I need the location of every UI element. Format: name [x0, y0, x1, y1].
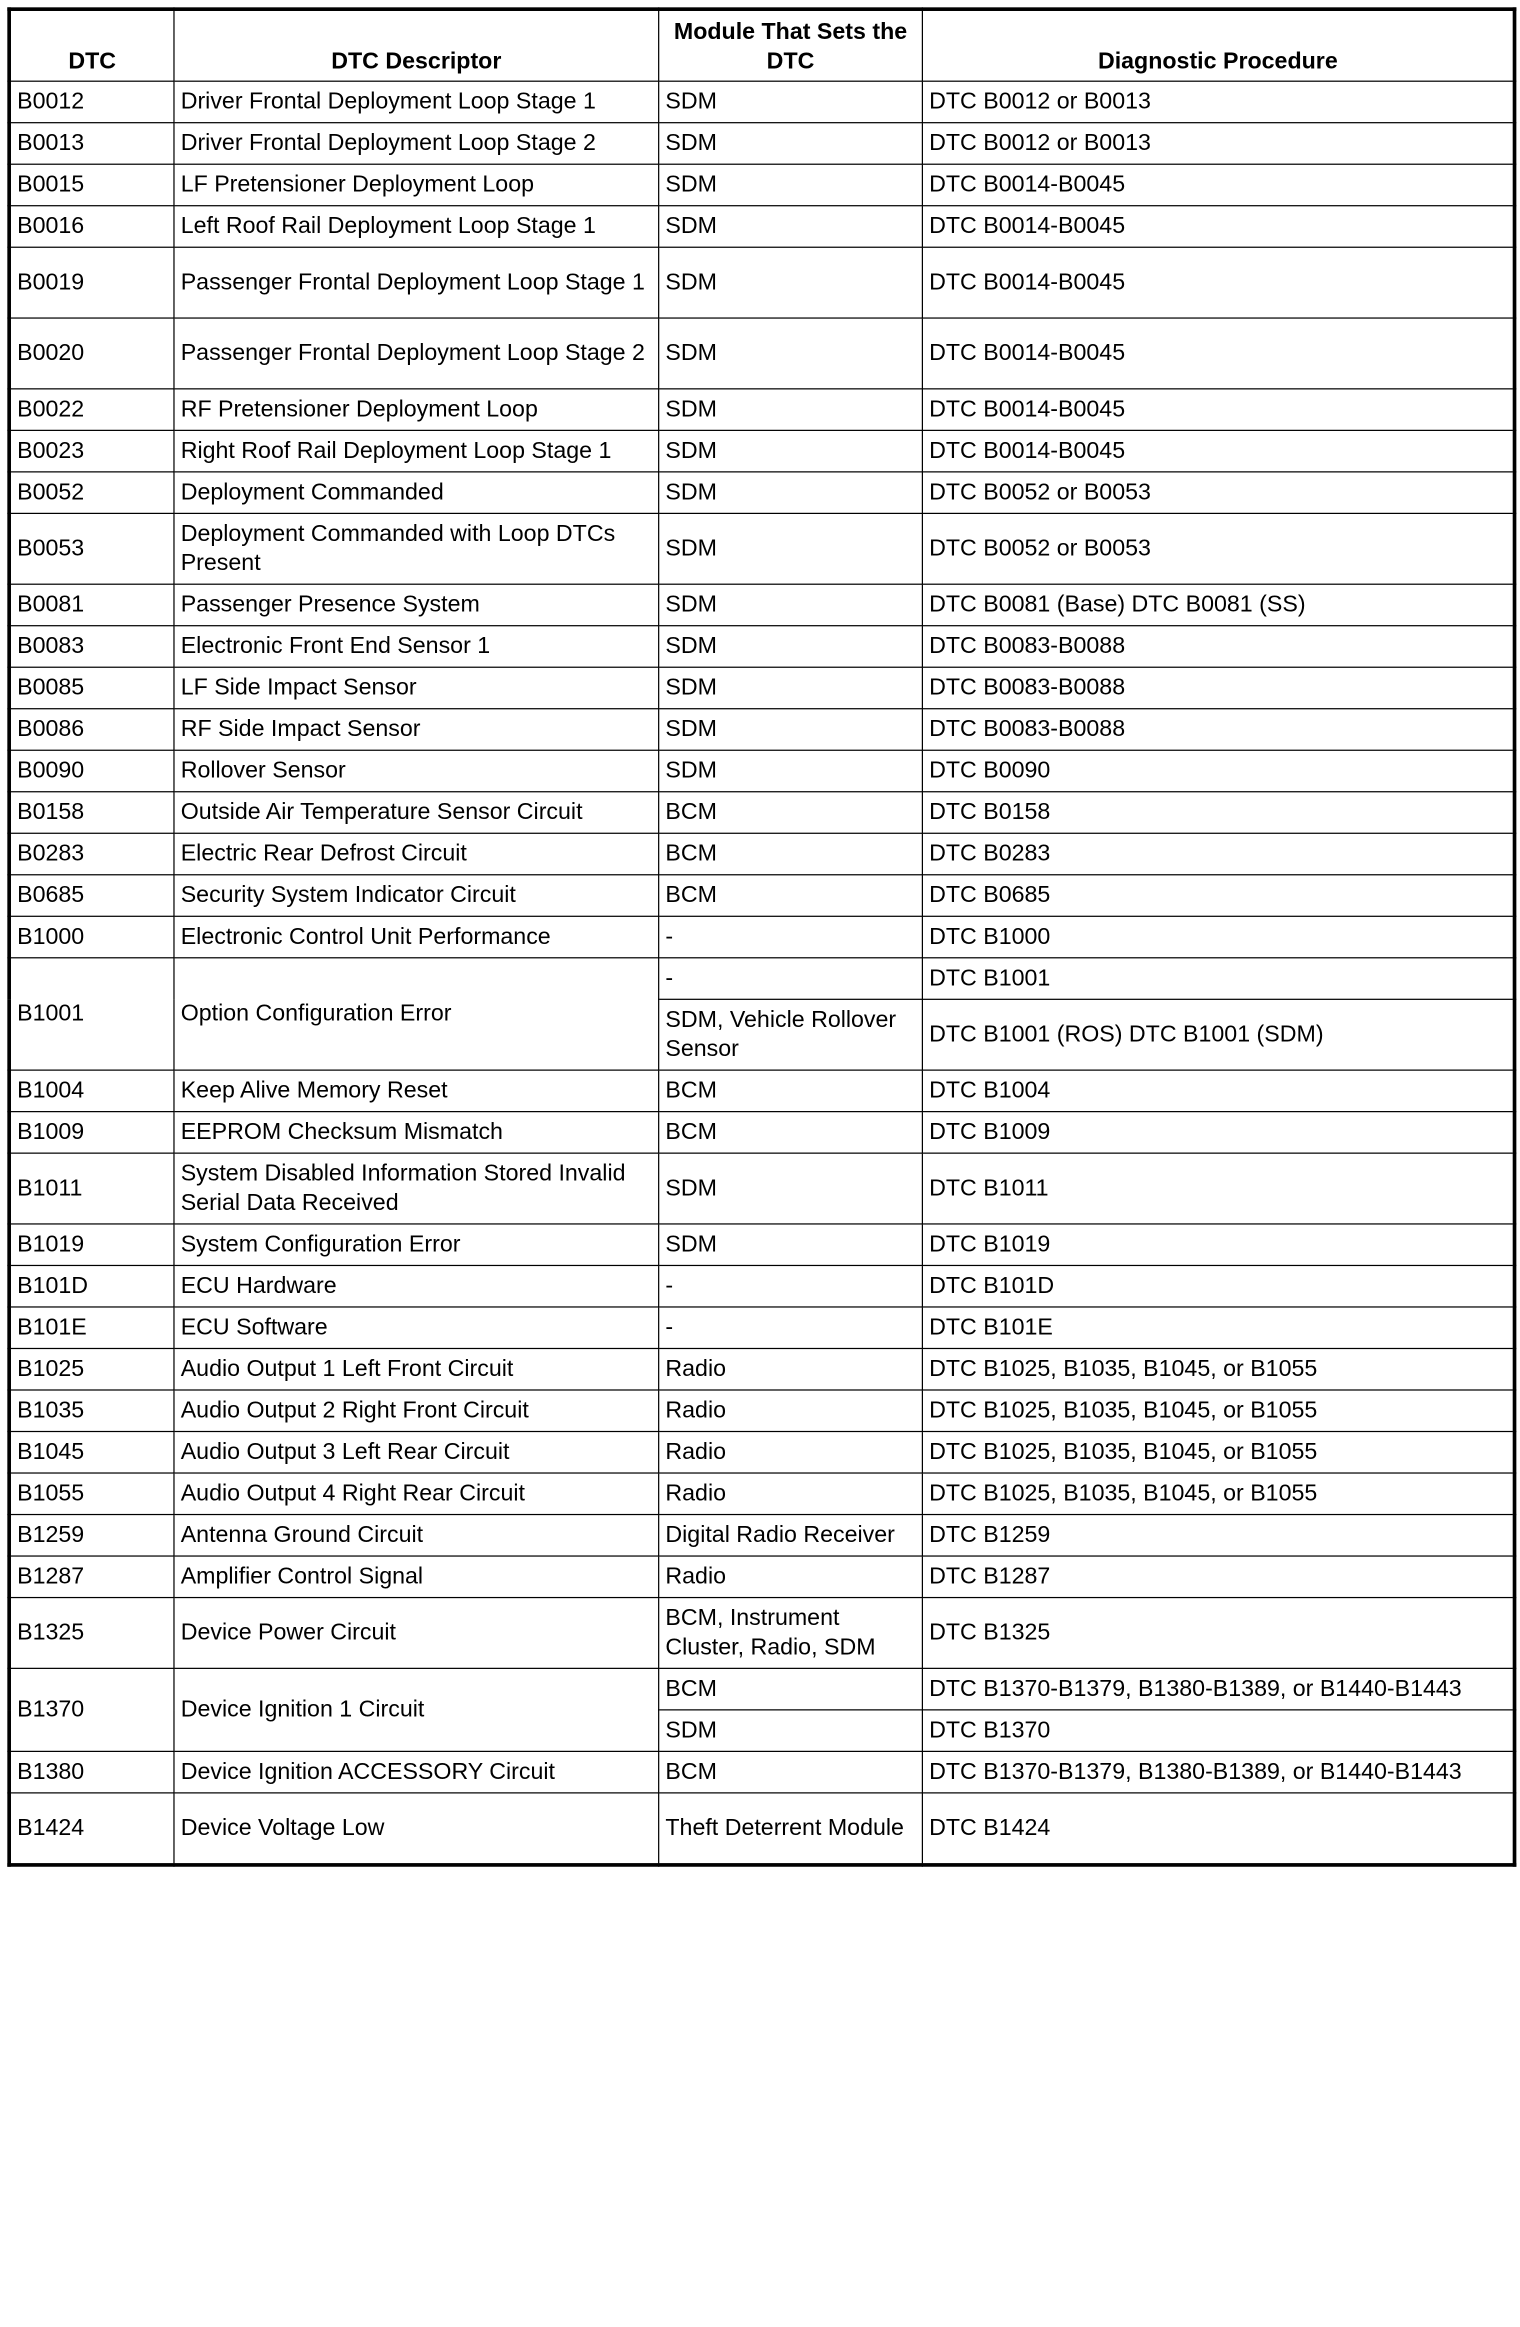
module-cell: SDM: [659, 1710, 923, 1752]
table-row: [9, 164, 1514, 206]
dtc-code-cell: B0022: [9, 389, 174, 431]
table-row: [9, 81, 1514, 123]
table-row: [9, 1432, 1514, 1474]
dtc-descriptor-cell: Audio Output 3 Left Rear Circuit: [174, 1432, 659, 1474]
dtc-code-cell: B1287: [9, 1556, 174, 1598]
dtc-descriptor-cell: LF Side Impact Sensor: [174, 667, 659, 709]
procedure-cell: DTC B1004: [922, 1070, 1514, 1112]
dtc-code-cell: B1325: [9, 1598, 174, 1669]
table-row: [9, 958, 1514, 1000]
dtc-descriptor-cell: Rollover Sensor: [174, 750, 659, 792]
table-row: [9, 792, 1514, 834]
dtc-code-cell: B0090: [9, 750, 174, 792]
table-row: [9, 1473, 1514, 1515]
module-cell: BCM: [659, 833, 923, 875]
module-cell: BCM, Instrument Cluster, Radio, SDM: [659, 1598, 923, 1669]
procedure-cell: DTC B1025, B1035, B1045, or B1055: [922, 1348, 1514, 1390]
dtc-descriptor-cell: Amplifier Control Signal: [174, 1556, 659, 1598]
procedure-cell: DTC B1019: [922, 1224, 1514, 1266]
procedure-cell: DTC B0014-B0045: [922, 318, 1514, 389]
table-row: [9, 123, 1514, 165]
dtc-code-cell: B0016: [9, 206, 174, 248]
dtc-code-cell: B101D: [9, 1265, 174, 1307]
module-cell: Radio: [659, 1473, 923, 1515]
table-row: [9, 1307, 1514, 1349]
module-cell: Radio: [659, 1556, 923, 1598]
table-row: [9, 750, 1514, 792]
procedure-cell: DTC B1001 (ROS) DTC B1001 (SDM): [922, 999, 1514, 1070]
dtc-descriptor-cell: ECU Software: [174, 1307, 659, 1349]
procedure-cell: DTC B101E: [922, 1307, 1514, 1349]
dtc-descriptor-cell: System Configuration Error: [174, 1224, 659, 1266]
procedure-cell: DTC B0012 or B0013: [922, 81, 1514, 123]
table-row: [9, 1265, 1514, 1307]
dtc-code-cell: B1011: [9, 1153, 174, 1224]
table-row: [9, 626, 1514, 668]
dtc-code-cell: B1045: [9, 1432, 174, 1474]
dtc-code-cell: B1035: [9, 1390, 174, 1432]
procedure-cell: DTC B1025, B1035, B1045, or B1055: [922, 1432, 1514, 1474]
dtc-descriptor-cell: Deployment Commanded with Loop DTCs Present: [174, 513, 659, 584]
table-row: [9, 247, 1514, 318]
table-row: [9, 1070, 1514, 1112]
dtc-code-cell: B0012: [9, 81, 174, 123]
table-row: [9, 430, 1514, 472]
dtc-descriptor-cell: Electric Rear Defrost Circuit: [174, 833, 659, 875]
dtc-descriptor-cell: Device Voltage Low: [174, 1793, 659, 1865]
dtc-code-cell: B1019: [9, 1224, 174, 1266]
procedure-cell: DTC B1011: [922, 1153, 1514, 1224]
table-row: [9, 1112, 1514, 1154]
module-cell: -: [659, 958, 923, 1000]
table-row: [9, 1153, 1514, 1224]
dtc-code-cell: B1004: [9, 1070, 174, 1112]
dtc-descriptor-cell: Driver Frontal Deployment Loop Stage 1: [174, 81, 659, 123]
dtc-code-cell: B0158: [9, 792, 174, 834]
procedure-cell: DTC B0158: [922, 792, 1514, 834]
dtc-code-cell: B0081: [9, 584, 174, 626]
procedure-cell: DTC B0014-B0045: [922, 247, 1514, 318]
procedure-cell: DTC B1001: [922, 958, 1514, 1000]
procedure-cell: DTC B1370-B1379, B1380-B1389, or B1440-B1443: [922, 1668, 1514, 1710]
dtc-code-cell: B101E: [9, 1307, 174, 1349]
table-row: [9, 667, 1514, 709]
procedure-cell: DTC B1025, B1035, B1045, or B1055: [922, 1390, 1514, 1432]
procedure-cell: DTC B0083-B0088: [922, 709, 1514, 751]
dtc-descriptor-cell: RF Side Impact Sensor: [174, 709, 659, 751]
table-row: [9, 709, 1514, 751]
dtc-descriptor-cell: Audio Output 4 Right Rear Circuit: [174, 1473, 659, 1515]
table-row: [9, 1515, 1514, 1557]
module-cell: SDM: [659, 247, 923, 318]
module-cell: -: [659, 1265, 923, 1307]
procedure-cell: DTC B0014-B0045: [922, 206, 1514, 248]
module-cell: -: [659, 1307, 923, 1349]
dtc-code-cell: B0685: [9, 875, 174, 917]
dtc-descriptor-cell: Electronic Front End Sensor 1: [174, 626, 659, 668]
dtc-descriptor-cell: LF Pretensioner Deployment Loop: [174, 164, 659, 206]
table-row: [9, 1793, 1514, 1865]
procedure-cell: DTC B0083-B0088: [922, 667, 1514, 709]
table-row: [9, 1348, 1514, 1390]
procedure-cell: DTC B1000: [922, 916, 1514, 958]
dtc-descriptor-cell: Electronic Control Unit Performance: [174, 916, 659, 958]
dtc-descriptor-cell: Device Ignition ACCESSORY Circuit: [174, 1751, 659, 1793]
table-row: [9, 916, 1514, 958]
module-cell: SDM: [659, 81, 923, 123]
dtc-descriptor-cell: Deployment Commanded: [174, 472, 659, 514]
dtc-code-cell: B1370: [9, 1668, 174, 1751]
dtc-code-cell: B0086: [9, 709, 174, 751]
header-module: Module That Sets the DTC: [659, 9, 923, 81]
module-cell: SDM: [659, 164, 923, 206]
module-cell: SDM: [659, 1224, 923, 1266]
procedure-cell: DTC B0012 or B0013: [922, 123, 1514, 165]
dtc-code-cell: B0013: [9, 123, 174, 165]
dtc-descriptor-cell: ECU Hardware: [174, 1265, 659, 1307]
dtc-descriptor-cell: Audio Output 2 Right Front Circuit: [174, 1390, 659, 1432]
module-cell: -: [659, 916, 923, 958]
dtc-descriptor-cell: Passenger Presence System: [174, 584, 659, 626]
module-cell: Radio: [659, 1390, 923, 1432]
procedure-cell: DTC B0090: [922, 750, 1514, 792]
table-row: [9, 1598, 1514, 1669]
table-row: [9, 1390, 1514, 1432]
table-row: [9, 833, 1514, 875]
dtc-descriptor-cell: Left Roof Rail Deployment Loop Stage 1: [174, 206, 659, 248]
module-cell: BCM: [659, 1751, 923, 1793]
procedure-cell: DTC B1287: [922, 1556, 1514, 1598]
dtc-code-cell: B1055: [9, 1473, 174, 1515]
module-cell: BCM: [659, 875, 923, 917]
procedure-cell: DTC B1259: [922, 1515, 1514, 1557]
table-row: [9, 1556, 1514, 1598]
dtc-code-cell: B0283: [9, 833, 174, 875]
module-cell: SDM: [659, 626, 923, 668]
dtc-code-cell: B0083: [9, 626, 174, 668]
dtc-descriptor-cell: System Disabled Information Stored Invalid Serial Data Received: [174, 1153, 659, 1224]
dtc-descriptor-cell: Option Configuration Error: [174, 958, 659, 1070]
module-cell: SDM: [659, 123, 923, 165]
table-row: [9, 1224, 1514, 1266]
module-cell: BCM: [659, 792, 923, 834]
procedure-cell: DTC B0283: [922, 833, 1514, 875]
procedure-cell: DTC B0014-B0045: [922, 430, 1514, 472]
procedure-cell: DTC B0083-B0088: [922, 626, 1514, 668]
dtc-table: [7, 7, 1516, 1866]
table-row: [9, 513, 1514, 584]
procedure-cell: DTC B101D: [922, 1265, 1514, 1307]
dtc-descriptor-cell: Device Ignition 1 Circuit: [174, 1668, 659, 1751]
procedure-cell: DTC B1325: [922, 1598, 1514, 1669]
table-row: [9, 318, 1514, 389]
header-procedure: Diagnostic Procedure: [922, 9, 1514, 81]
module-cell: SDM: [659, 584, 923, 626]
module-cell: SDM, Vehicle Rollover Sensor: [659, 999, 923, 1070]
procedure-cell: DTC B1370: [922, 1710, 1514, 1752]
dtc-descriptor-cell: Driver Frontal Deployment Loop Stage 2: [174, 123, 659, 165]
table-row: [9, 584, 1514, 626]
header-descriptor: DTC Descriptor: [174, 9, 659, 81]
module-cell: BCM: [659, 1070, 923, 1112]
dtc-code-cell: B1009: [9, 1112, 174, 1154]
module-cell: Radio: [659, 1432, 923, 1474]
dtc-descriptor-cell: EEPROM Checksum Mismatch: [174, 1112, 659, 1154]
table-row: [9, 389, 1514, 431]
module-cell: BCM: [659, 1112, 923, 1154]
module-cell: BCM: [659, 1668, 923, 1710]
dtc-descriptor-cell: Right Roof Rail Deployment Loop Stage 1: [174, 430, 659, 472]
dtc-descriptor-cell: RF Pretensioner Deployment Loop: [174, 389, 659, 431]
procedure-cell: DTC B0685: [922, 875, 1514, 917]
dtc-descriptor-cell: Antenna Ground Circuit: [174, 1515, 659, 1557]
module-cell: SDM: [659, 1153, 923, 1224]
module-cell: SDM: [659, 667, 923, 709]
dtc-descriptor-cell: Keep Alive Memory Reset: [174, 1070, 659, 1112]
module-cell: SDM: [659, 472, 923, 514]
dtc-code-cell: B0053: [9, 513, 174, 584]
header-dtc: DTC: [9, 9, 174, 81]
procedure-cell: DTC B0052 or B0053: [922, 472, 1514, 514]
procedure-cell: DTC B0014-B0045: [922, 389, 1514, 431]
dtc-code-cell: B0020: [9, 318, 174, 389]
procedure-cell: DTC B0014-B0045: [922, 164, 1514, 206]
dtc-code-cell: B0019: [9, 247, 174, 318]
table-row: [9, 472, 1514, 514]
table-row: [9, 1668, 1514, 1710]
dtc-descriptor-cell: Audio Output 1 Left Front Circuit: [174, 1348, 659, 1390]
module-cell: SDM: [659, 430, 923, 472]
table-header-row: [9, 9, 1514, 81]
dtc-descriptor-cell: Outside Air Temperature Sensor Circuit: [174, 792, 659, 834]
table-body: [9, 81, 1514, 1865]
dtc-code-cell: B1000: [9, 916, 174, 958]
module-cell: Radio: [659, 1348, 923, 1390]
dtc-descriptor-cell: Passenger Frontal Deployment Loop Stage 2: [174, 318, 659, 389]
dtc-code-cell: B1001: [9, 958, 174, 1070]
procedure-cell: DTC B0052 or B0053: [922, 513, 1514, 584]
module-cell: Theft Deterrent Module: [659, 1793, 923, 1865]
module-cell: SDM: [659, 389, 923, 431]
dtc-descriptor-cell: Security System Indicator Circuit: [174, 875, 659, 917]
dtc-code-cell: B0052: [9, 472, 174, 514]
procedure-cell: DTC B1009: [922, 1112, 1514, 1154]
table-row: [9, 206, 1514, 248]
procedure-cell: DTC B0081 (Base) DTC B0081 (SS): [922, 584, 1514, 626]
module-cell: Digital Radio Receiver: [659, 1515, 923, 1557]
module-cell: SDM: [659, 750, 923, 792]
module-cell: SDM: [659, 206, 923, 248]
dtc-code-cell: B0015: [9, 164, 174, 206]
module-cell: SDM: [659, 513, 923, 584]
dtc-code-cell: B0085: [9, 667, 174, 709]
procedure-cell: DTC B1370-B1379, B1380-B1389, or B1440-B1443: [922, 1751, 1514, 1793]
module-cell: SDM: [659, 318, 923, 389]
dtc-code-cell: B1259: [9, 1515, 174, 1557]
dtc-code-cell: B1424: [9, 1793, 174, 1865]
dtc-descriptor-cell: Passenger Frontal Deployment Loop Stage 1: [174, 247, 659, 318]
dtc-code-cell: B1025: [9, 1348, 174, 1390]
dtc-descriptor-cell: Device Power Circuit: [174, 1598, 659, 1669]
module-cell: SDM: [659, 709, 923, 751]
dtc-code-cell: B0023: [9, 430, 174, 472]
procedure-cell: DTC B1025, B1035, B1045, or B1055: [922, 1473, 1514, 1515]
dtc-code-cell: B1380: [9, 1751, 174, 1793]
table-row: [9, 1751, 1514, 1793]
procedure-cell: DTC B1424: [922, 1793, 1514, 1865]
table-row: [9, 875, 1514, 917]
